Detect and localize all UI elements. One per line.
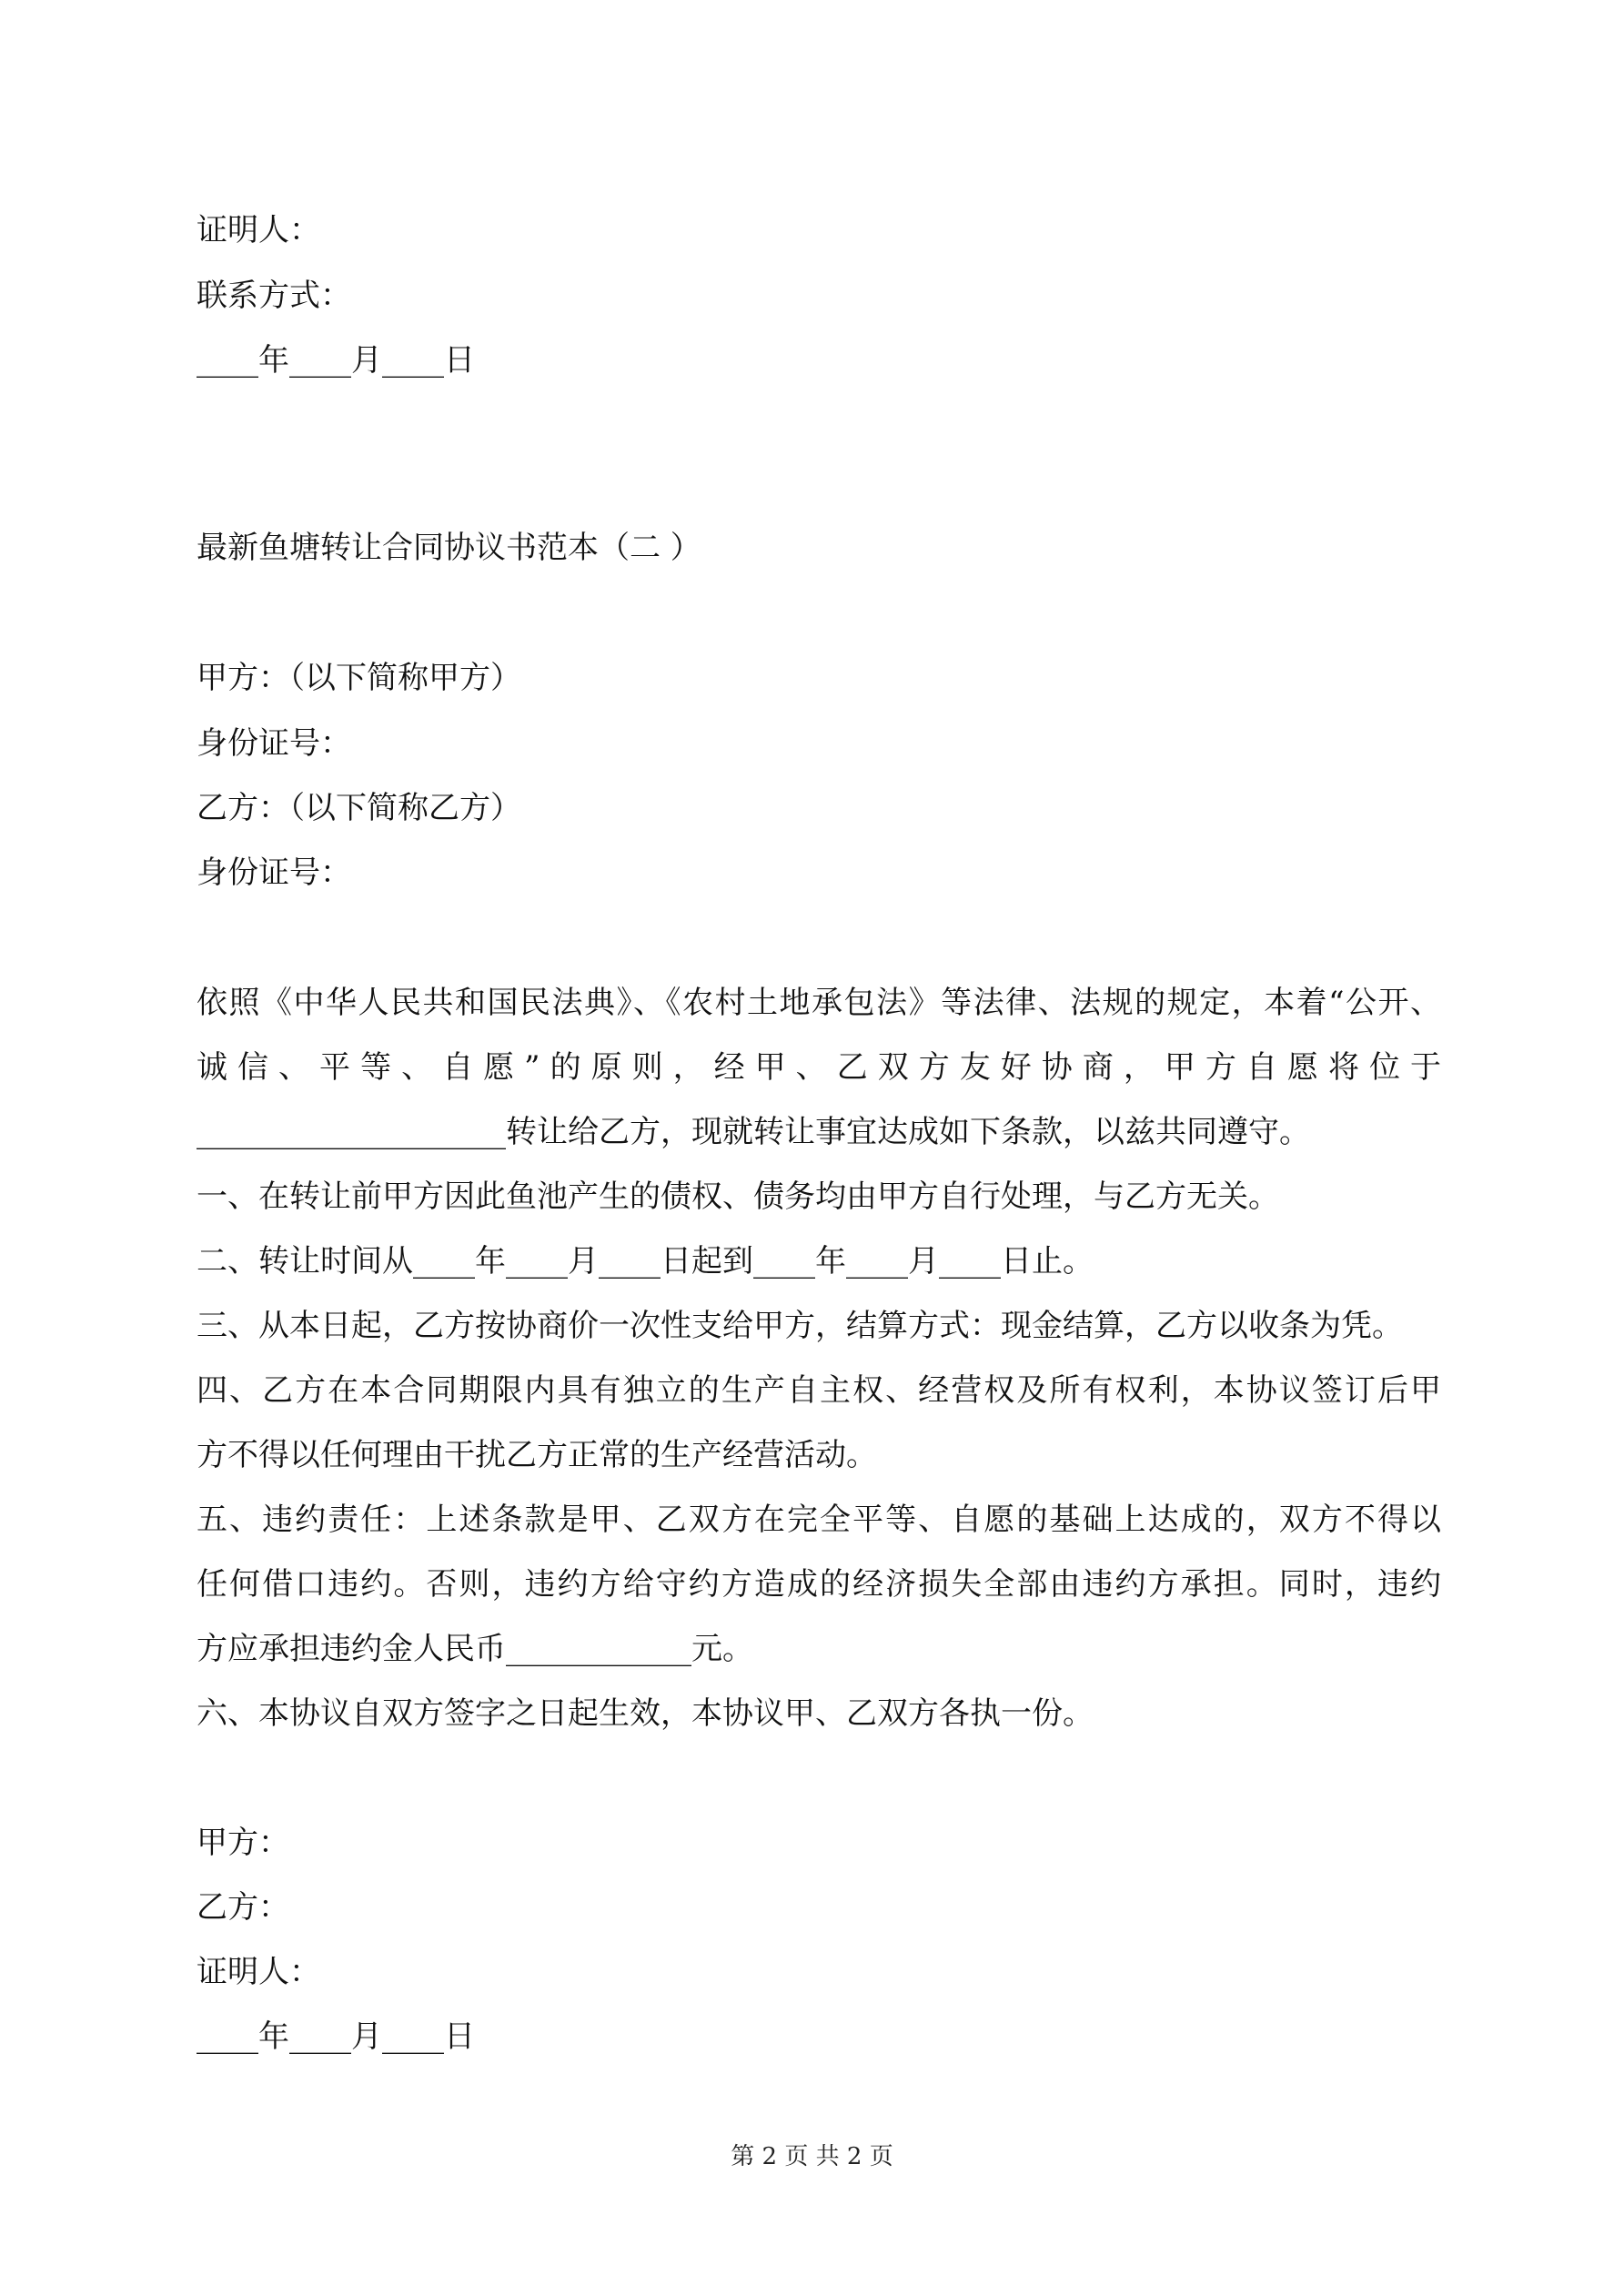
- signature-party-b: 乙方：: [197, 1889, 289, 1926]
- signature-party-a: 甲方：: [197, 1825, 289, 1861]
- clause-4-line-2: 方不得以任何理由干扰乙方正常的生产经营活动。: [197, 1437, 877, 1473]
- document-title: 最新鱼塘转让合同协议书范本（二 ）: [197, 530, 701, 566]
- clause-5-line-2: 任何借口违约。否则，违约方给守约方造成的经济损失全部由违约方承担。同时，违约: [197, 1566, 1441, 1603]
- preamble-line-2: 诚信、平等、自愿”的原则，经甲、乙双方友好协商，甲方自愿将位于: [197, 1049, 1441, 1086]
- preamble-line-3: ____________________转让给乙方，现就转让事宜达成如下条款，以兹共同遵守。: [197, 1114, 1310, 1150]
- clause-1: 一、在转让前甲方因此鱼池产生的债权、债务均由甲方自行处理，与乙方无关。: [197, 1178, 1279, 1215]
- clause-3: 三、从本日起，乙方按协商价一次性支给甲方，结算方式：现金结算，乙方以收条为凭。: [197, 1308, 1403, 1344]
- page-number-footer: 第 2 页 共 2 页: [731, 2143, 893, 2170]
- prev-date-line: ____年____月____日: [197, 342, 475, 379]
- party-a-id-line: 身份证号：: [197, 725, 351, 762]
- party-b-id-line: 身份证号：: [197, 855, 351, 891]
- clause-4-line-1: 四、乙方在本合同期限内具有独立的生产自主权、经营权及所有权利，本协议签订后甲: [197, 1372, 1441, 1409]
- clause-5-line-1: 五、违约责任：上述条款是甲、乙双方在完全平等、自愿的基础上达成的，双方不得以: [197, 1502, 1441, 1538]
- signature-date: ____年____月____日: [197, 2018, 475, 2055]
- prev-contact-label: 联系方式：: [197, 278, 351, 314]
- clause-2: 二、转让时间从____年____月____日起到____年____月____日止。: [197, 1243, 1094, 1279]
- party-b-line: 乙方：（以下简称乙方）: [197, 790, 521, 826]
- clause-5-line-3: 方应承担违约金人民币____________元。: [197, 1631, 753, 1667]
- signature-witness: 证明人：: [197, 1954, 320, 1990]
- clause-6: 六、本协议自双方签字之日起生效，本协议甲、乙双方各执一份。: [197, 1695, 1094, 1732]
- preamble-line-1: 依照《中华人民共和国民法典》、《农村土地承包法》等法律、法规的规定，本着“公开、: [197, 985, 1441, 1021]
- prev-witness-label: 证明人：: [197, 212, 320, 248]
- party-a-line: 甲方：（以下简称甲方）: [197, 660, 521, 696]
